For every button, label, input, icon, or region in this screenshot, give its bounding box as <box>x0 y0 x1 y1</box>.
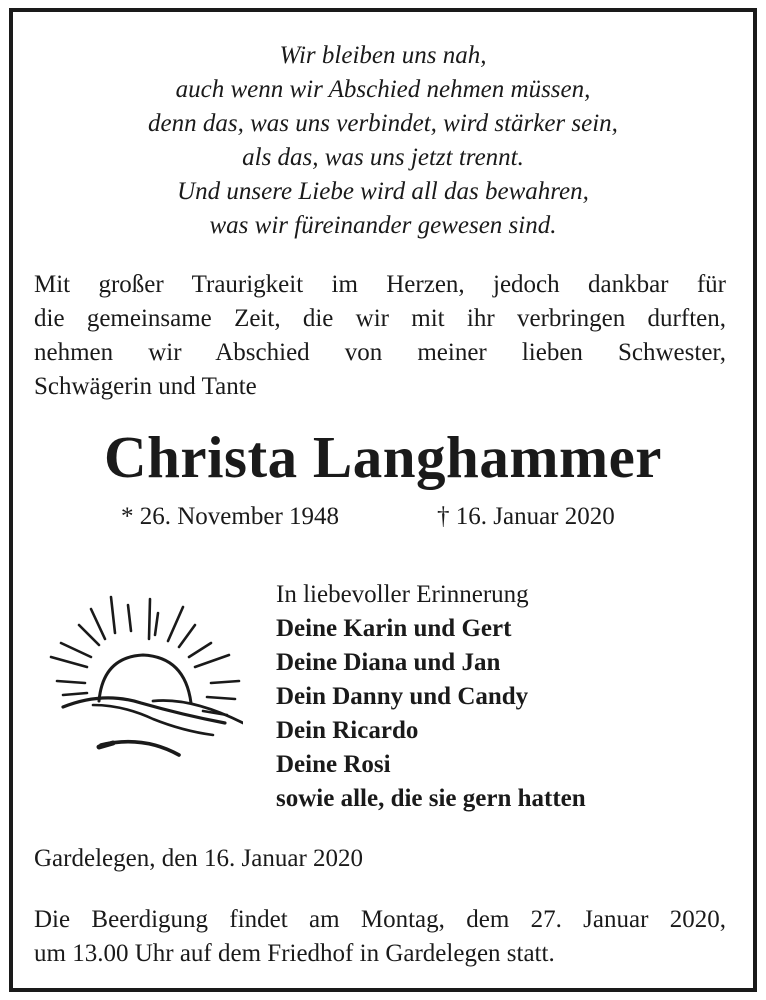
deceased-name: Christa Langhammer <box>103 424 662 490</box>
intro-line: Mit großer Traurigkeit im Herzen, jedoch dankbar für <box>34 271 726 298</box>
intro-line: nehmen wir Abschied von meiner lieben Schwester, <box>34 339 726 366</box>
mourner-name: sowie alle, die sie gern hatten <box>276 785 586 812</box>
poem-line: denn das, was uns verbindet, wird stärker sein, <box>148 110 618 137</box>
mourner-name: Dein Danny und Candy <box>276 683 529 710</box>
intro-text <box>34 268 726 404</box>
poem-line: Und unsere Liebe wird all das bewahren, <box>177 178 589 205</box>
mourners-block <box>276 578 736 816</box>
poem-line: was wir füreinander gewesen sind. <box>209 212 557 239</box>
poem-line: als das, was uns jetzt trennt. <box>242 144 524 171</box>
mourner-name: Deine Diana und Jan <box>276 649 501 676</box>
obituary-frame <box>9 8 757 992</box>
poem-line: Wir bleiben uns nah, <box>279 42 487 69</box>
mourner-name: Dein Ricardo <box>276 717 419 744</box>
mourner-name: Deine Karin und Gert <box>276 615 512 642</box>
poem <box>13 39 753 243</box>
place-and-date: Gardelegen, den 16. Januar 2020 <box>34 845 364 872</box>
birth-date: * 26. November 1948 <box>121 503 340 530</box>
death-date: † 16. Januar 2020 <box>437 503 615 530</box>
funeral-line: um 13.00 Uhr auf dem Friedhof in Gardelegen statt. <box>34 940 555 967</box>
sun-over-hills-icon <box>43 595 243 765</box>
mourners-heading: In liebevoller Erinnerung <box>276 581 529 608</box>
funeral-notice <box>34 903 726 971</box>
intro-line: Schwägerin und Tante <box>34 373 257 400</box>
intro-line: die gemeinsame Zeit, die wir mit ihr verbringen durften, <box>34 305 726 332</box>
poem-line: auch wenn wir Abschied nehmen müssen, <box>175 76 591 103</box>
mourner-name: Deine Rosi <box>276 751 391 778</box>
funeral-line: Die Beerdigung findet am Montag, dem 27. Januar 2020, <box>34 906 726 933</box>
